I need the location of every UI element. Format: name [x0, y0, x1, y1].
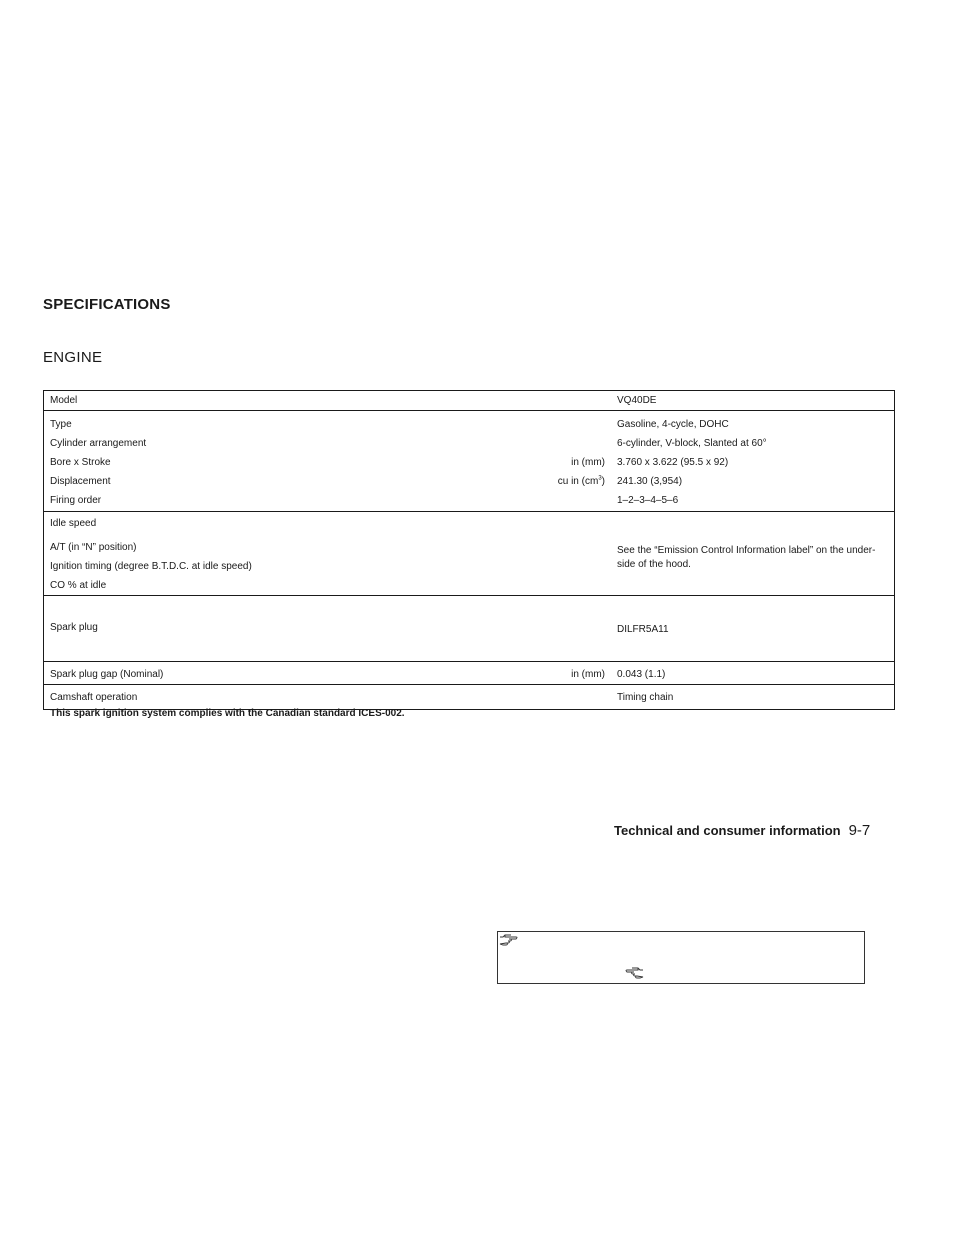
table-row	[44, 415, 894, 434]
row-label: Firing order	[50, 495, 102, 506]
subsection-title: ENGINE	[43, 349, 103, 366]
row-label: Camshaft operation	[50, 692, 138, 703]
model-group	[44, 391, 894, 410]
footer-title: Technical and consumer information	[614, 823, 841, 838]
row-label: Model	[50, 395, 78, 406]
row-unit	[558, 472, 605, 491]
unit-superscript: 3	[598, 475, 602, 482]
table-row	[44, 685, 894, 707]
row-label: Idle speed	[50, 518, 97, 529]
table-row	[44, 472, 894, 491]
unit-suffix: )	[601, 476, 605, 487]
table-row	[44, 662, 894, 684]
spark-gap-group	[44, 661, 894, 684]
table-row	[44, 434, 894, 453]
section-title: SPECIFICATIONS	[43, 296, 171, 313]
engine-group	[44, 410, 894, 511]
row-value: 0.043 (1.1)	[617, 669, 666, 680]
row-unit: in (mm)	[571, 669, 605, 680]
row-label: Spark plug	[50, 622, 98, 633]
row-value: 3.760 x 3.622 (95.5 x 92)	[617, 457, 729, 468]
idle-group	[44, 511, 894, 595]
row-value: Timing chain	[617, 692, 674, 703]
page-number: 9-7	[848, 822, 871, 839]
table-row	[44, 491, 894, 510]
compliance-note: This spark ignition system complies with the Canadian standard ICES-002.	[50, 708, 405, 719]
engine-spec-table	[43, 390, 895, 710]
row-label: Type	[50, 419, 72, 430]
row-value: 1–2–3–4–5–6	[617, 495, 679, 506]
row-label: Displacement	[50, 476, 111, 487]
row-value: VQ40DE	[617, 395, 657, 406]
reference-box	[497, 931, 865, 984]
row-label: Ignition timing (degree B.T.D.C. at idle speed)	[50, 561, 252, 572]
row-value: 241.30 (3,954)	[617, 476, 683, 487]
row-value: DILFR5A11	[617, 624, 669, 635]
row-label: Bore x Stroke	[50, 457, 111, 468]
row-unit: in (mm)	[571, 457, 605, 468]
row-value: 6-cylinder, V-block, Slanted at 60°	[617, 438, 767, 449]
row-value: Gasoline, 4-cycle, DOHC	[617, 419, 729, 430]
table-row	[44, 391, 894, 410]
table-row	[44, 453, 894, 472]
spark-plug-group	[44, 595, 894, 661]
row-label: Spark plug gap (Nominal)	[50, 669, 164, 680]
unit-prefix: cu in (cm	[557, 476, 599, 487]
page-footer	[614, 822, 896, 839]
row-label: A/T (in “N” position)	[50, 542, 137, 553]
camshaft-group	[44, 684, 894, 709]
row-label: CO % at idle	[50, 580, 107, 591]
pointing-hand-right-icon	[499, 934, 519, 946]
pointing-hand-left-icon	[624, 967, 644, 979]
row-value: See the “Emission Control Information label” on the under-side of the hood.	[617, 545, 876, 570]
row-label: Cylinder arrangement	[50, 438, 147, 449]
